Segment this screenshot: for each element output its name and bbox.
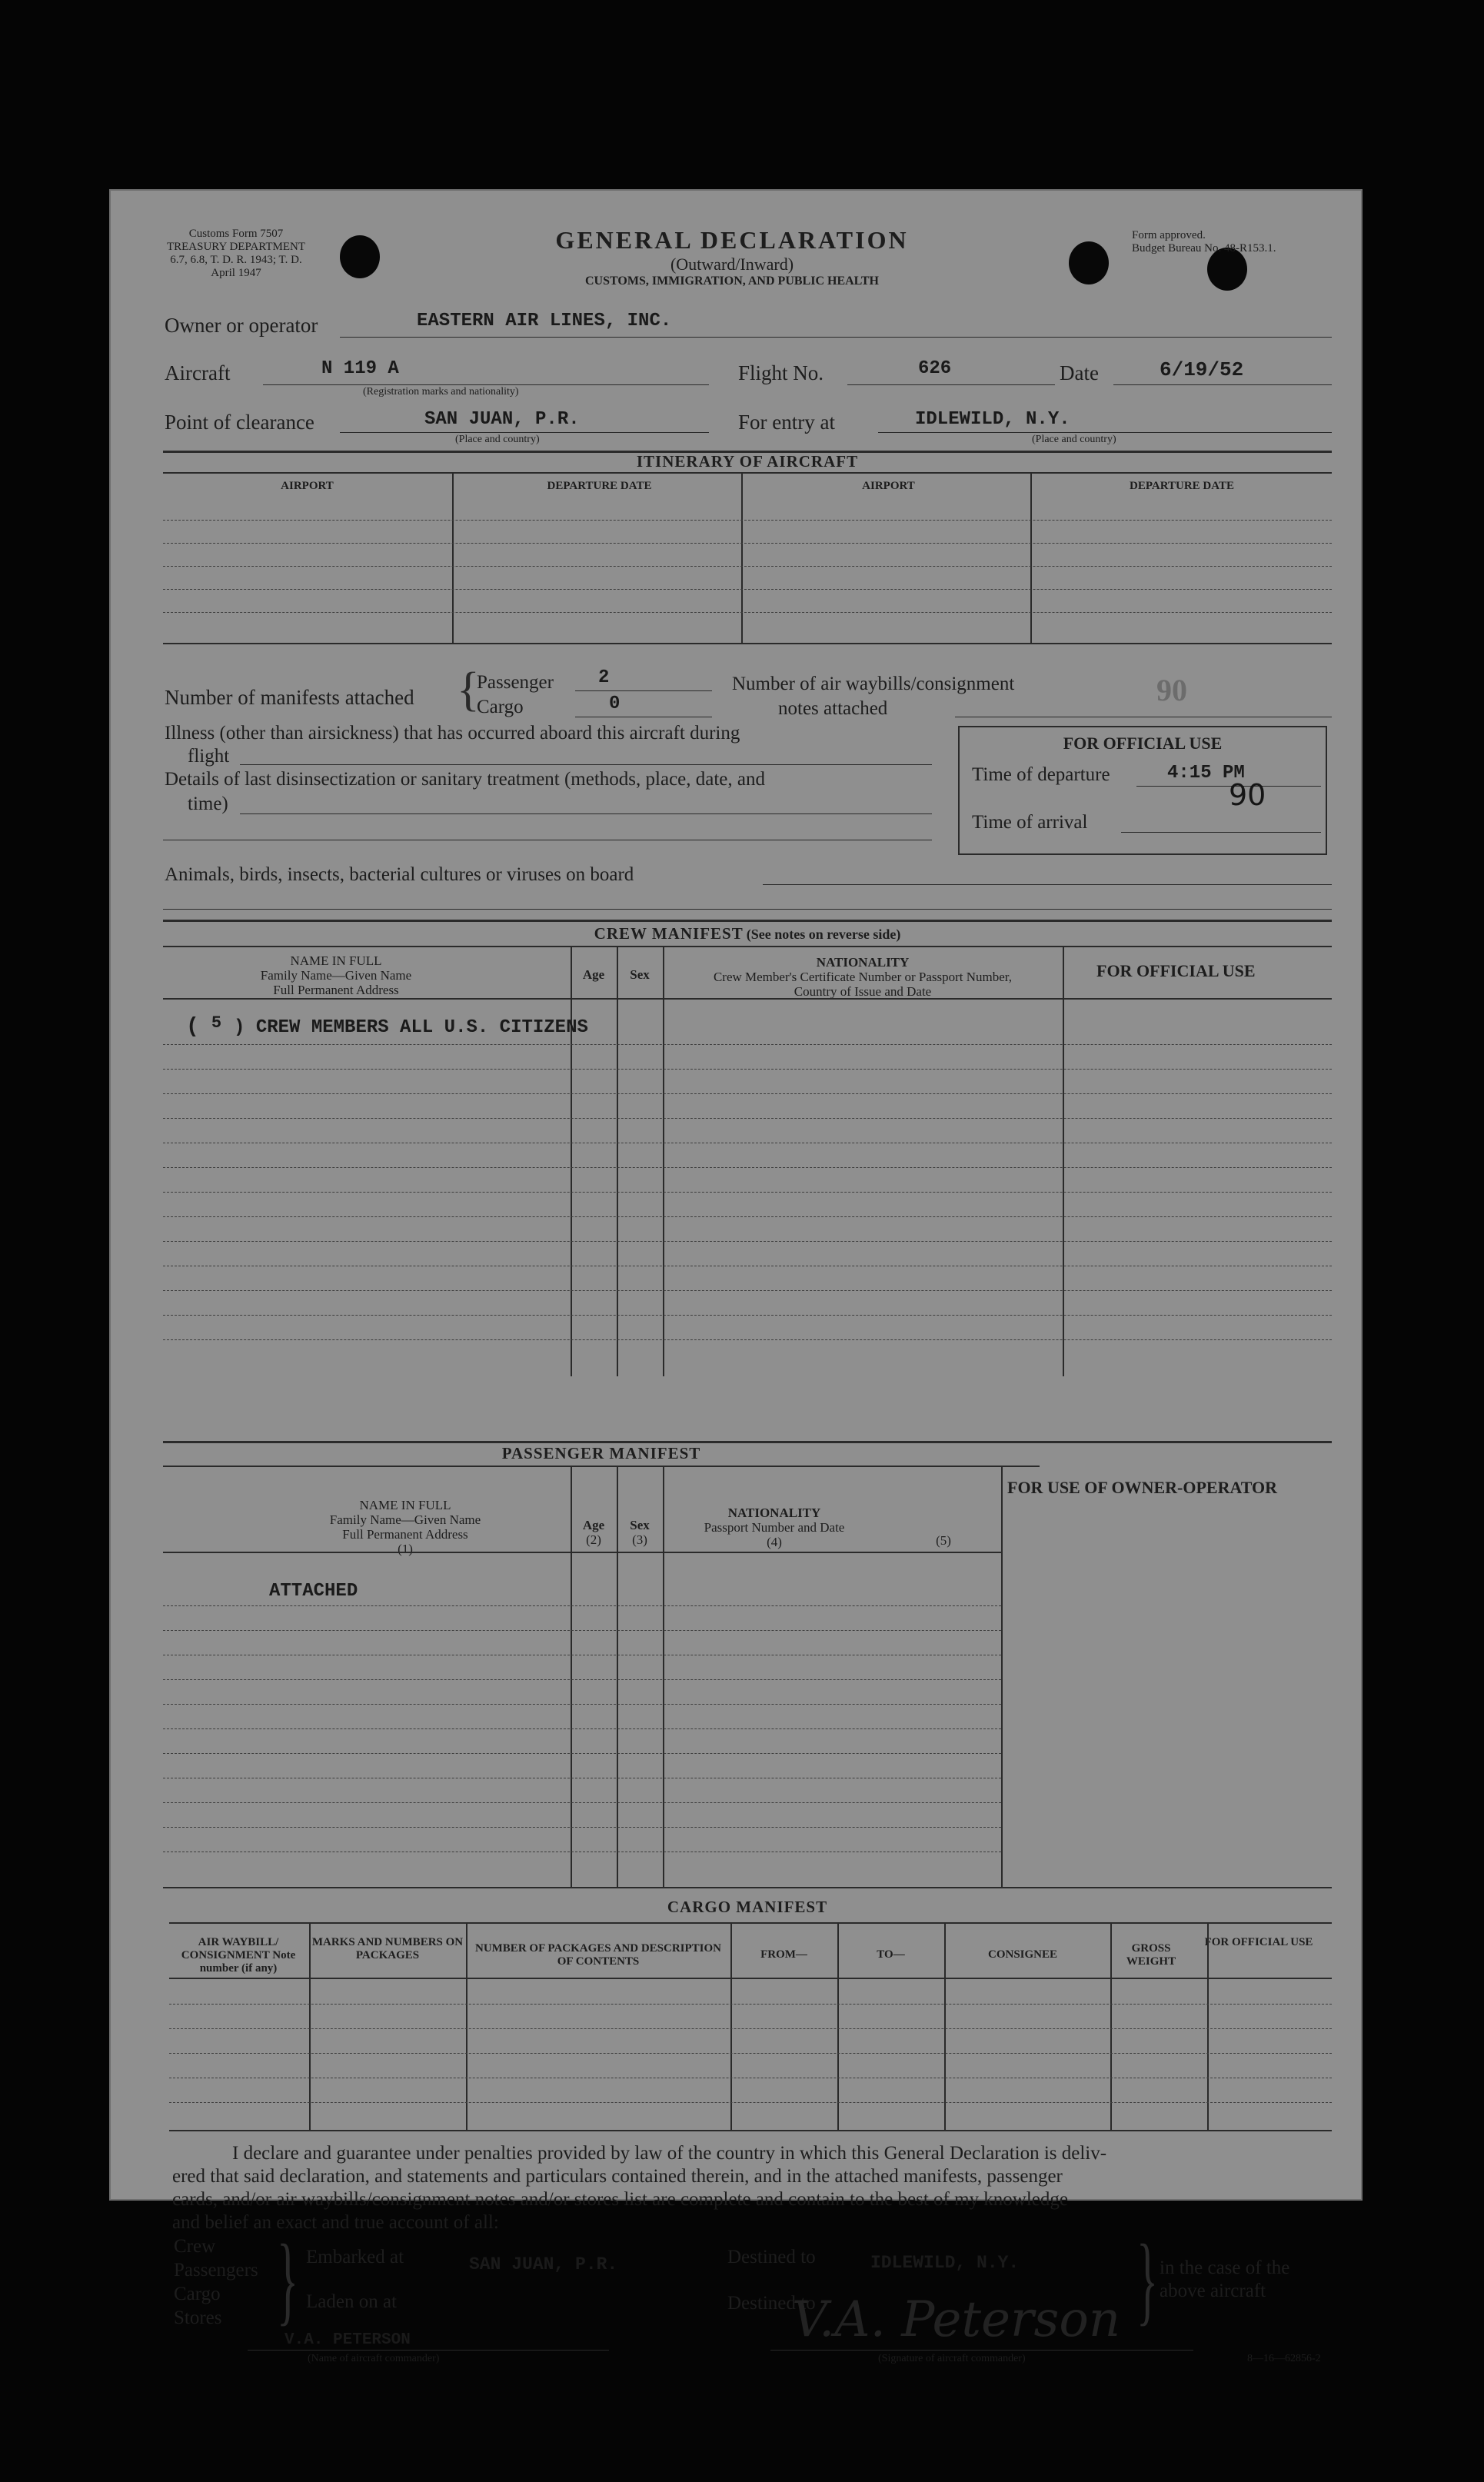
cargo-col-to: TO— [877, 1948, 905, 1961]
embarked-value: SAN JUAN, P.R. [469, 2254, 618, 2274]
cargo-value: 0 [609, 694, 621, 714]
form-title: GENERAL DECLARATION [555, 226, 909, 254]
passenger-col-nationality [663, 1506, 886, 1549]
approval-block [1132, 229, 1355, 255]
disinsect-label: time) [188, 794, 228, 814]
cargo-title: CARGO MANIFEST [667, 1898, 828, 1916]
itinerary-col-departure: DEPARTURE DATE [1129, 480, 1234, 492]
crew-col-name [163, 953, 509, 997]
aircraft-label: Aircraft [165, 361, 231, 384]
declaration-item: Cargo [174, 2284, 221, 2304]
animals-label: Animals, birds, insects, bacterial cultures or viruses on board [165, 864, 634, 885]
clearance-label: Point of clearance [165, 411, 314, 434]
crew-count: 5 [211, 1013, 222, 1033]
flight-label: Flight No. [738, 361, 824, 384]
passenger-label: Passenger [477, 672, 554, 693]
crew-col-age: Age [582, 967, 605, 982]
owner-value: EASTERN AIR LINES, INC. [417, 311, 672, 331]
punch-hole [1069, 241, 1109, 284]
clearance-line [340, 432, 709, 433]
date-line [1113, 384, 1332, 385]
passenger-entry: ATTACHED [269, 1581, 358, 1602]
waybills-label: notes attached [778, 698, 888, 719]
manifests-label: Number of manifests attached [165, 686, 414, 709]
passenger-col-5: (5) [936, 1533, 951, 1548]
form-number-block [148, 228, 324, 280]
crew-title: CREW MANIFEST [594, 924, 744, 943]
itinerary-col-airport: AIRPORT [862, 480, 915, 492]
entry-line [878, 432, 1332, 433]
date-label: Date [1060, 361, 1099, 384]
form-date: April 1947 [211, 267, 261, 279]
commander-caption: (Name of aircraft commander) [308, 2353, 440, 2364]
crew-col-name-2: Family Name—Given Name [260, 968, 412, 983]
crew-entry-text: ) CREW MEMBERS ALL U.S. CITIZENS [234, 1017, 588, 1038]
form-title-block [463, 226, 1001, 288]
passenger-col-nat-3: (4) [767, 1535, 782, 1549]
laden-label: Laden on at [306, 2291, 398, 2312]
brace-icon: { [457, 664, 480, 716]
form-subtitle: (Outward/Inward) [670, 255, 794, 274]
flight-line [847, 384, 1055, 385]
clearance-value: SAN JUAN, P.R. [424, 409, 580, 430]
crew-col-name-3: Full Permanent Address [273, 983, 399, 997]
illness-label: flight [188, 746, 230, 767]
aircraft-caption: (Registration marks and nationality) [363, 386, 519, 398]
form-reference: 6.7, 6.8, T. D. R. 1943; T. D. [170, 254, 302, 266]
passenger-col-nat-1: NATIONALITY [727, 1506, 821, 1520]
passenger-col-age [571, 1518, 617, 1547]
destined-label: Destined to [727, 2247, 816, 2267]
crew-col-sex: Sex [630, 967, 650, 982]
crew-col-nat-1: NATIONALITY [816, 955, 910, 970]
disinsect-label: Details of last disinsectization or sanitary treatment (methods, place, date, and [165, 769, 765, 790]
passenger-col-nat-2: Passport Number and Date [704, 1520, 845, 1535]
cargo-col-consignee: CONSIGNEE [987, 1948, 1058, 1961]
crew-col-nat-2: Crew Member's Certificate Number or Passport Number, [713, 970, 1013, 984]
crew-entry-paren: ( [186, 1015, 199, 1039]
punch-hole [340, 235, 380, 278]
case-label: above aircraft [1160, 2281, 1266, 2301]
waybills-stamp: 90 [1156, 673, 1187, 707]
case-label: in the case of the [1160, 2257, 1290, 2278]
arrival-label: Time of arrival [972, 812, 1088, 833]
declaration-text [172, 2142, 1326, 2234]
print-code: 8—16—62856-2 [1247, 2353, 1321, 2364]
commander-signature: V.A. Peterson [792, 2291, 1121, 2348]
aircraft-line [263, 384, 709, 385]
crew-entry [186, 1015, 588, 1039]
destined-value: IDLEWILD, N.Y. [870, 2253, 1020, 2273]
clearance-caption: (Place and country) [455, 434, 540, 445]
department: TREASURY DEPARTMENT [166, 241, 306, 253]
cargo-col-packages: NUMBER OF PACKAGES AND DESCRIPTION OF CONTENTS [474, 1942, 722, 1968]
crew-col-nationality [663, 955, 1063, 999]
cargo-col-from: FROM— [760, 1948, 807, 1961]
embarked-label: Embarked at [306, 2247, 404, 2267]
crew-col-name-1: NAME IN FULL [290, 953, 382, 968]
declaration-line: ered that said declaration, and statements and particulars contained therein, and in the attached manifests, passenger [172, 2166, 1063, 2187]
passenger-col-age-label: Age [582, 1518, 605, 1532]
official-use-title: FOR OFFICIAL USE [1063, 734, 1223, 753]
passenger-col-sex-num: (3) [632, 1532, 647, 1547]
passenger-col-sex [617, 1518, 663, 1547]
passenger-value: 2 [598, 667, 610, 688]
itinerary-title: ITINERARY OF AIRCRAFT [636, 452, 859, 471]
flight-value: 626 [918, 358, 952, 379]
departure-value: 4:15 PM [1167, 763, 1245, 784]
official-use-box [958, 726, 1327, 855]
brace-icon: } [277, 2224, 299, 2335]
cargo-col-marks: MARKS AND NUMBERS ON PACKAGES [311, 1936, 464, 1961]
approval-line: Budget Bureau No. 48-R153.1. [1132, 242, 1276, 255]
itinerary-col-airport: AIRPORT [281, 480, 334, 492]
passenger-col-sex-label: Sex [630, 1518, 650, 1532]
declaration-item: Stores [174, 2307, 222, 2328]
commander-name: V.A. PETERSON [284, 2331, 411, 2349]
declaration-items [174, 2234, 258, 2330]
signature-caption: (Signature of aircraft commander) [878, 2353, 1026, 2364]
passenger-col-age-num: (2) [586, 1532, 601, 1547]
form-number: Customs Form 7507 [188, 228, 284, 240]
waybills-label: Number of air waybills/consignment [732, 674, 1015, 694]
owner-use-label: FOR USE OF OWNER-OPERATOR [1007, 1478, 1278, 1497]
handwritten-code: 90 [1229, 778, 1266, 812]
cargo-col-waybill: AIR WAYBILL/ CONSIGNMENT Note number (if any) [181, 1936, 296, 1975]
declaration-item: Passengers [174, 2260, 258, 2281]
cargo-col-weight: GROSS WEIGHT [1126, 1942, 1176, 1968]
destined-label-2: Destined to [727, 2293, 816, 2314]
itinerary-col-departure: DEPARTURE DATE [547, 480, 652, 492]
entry-label: For entry at [738, 411, 835, 434]
declaration-form [109, 189, 1363, 2364]
crew-col-nat-3: Country of Issue and Date [794, 984, 932, 999]
passenger-col-name-1: NAME IN FULL [359, 1498, 451, 1512]
owner-label: Owner or operator [165, 314, 318, 337]
cargo-label: Cargo [477, 697, 524, 717]
departure-label: Time of departure [972, 764, 1110, 785]
date-value: 6/19/52 [1160, 358, 1244, 381]
owner-line [340, 337, 1332, 338]
passenger-col-name-2: Family Name—Given Name [329, 1512, 481, 1527]
passenger-col-name-4: (1) [398, 1542, 413, 1556]
declaration-line: cards, and/or air waybills/consignment notes and/or stores list are complete and contain to the best of my knowledge [172, 2189, 1068, 2210]
entry-caption: (Place and country) [1032, 434, 1116, 445]
aircraft-value: N 119 A [321, 358, 399, 379]
cargo-col-official: FOR OFFICIAL USE [1204, 1936, 1313, 1948]
form-subtitle-2: CUSTOMS, IMMIGRATION, AND PUBLIC HEALTH [585, 274, 879, 288]
crew-note: (See notes on reverse side) [746, 927, 901, 942]
entry-value: IDLEWILD, N.Y. [915, 409, 1070, 430]
passenger-title: PASSENGER MANIFEST [501, 1444, 701, 1462]
crew-title-row [163, 924, 1332, 943]
declaration-item: Crew [174, 2236, 216, 2257]
declaration-line: and belief an exact and true account of all: [172, 2212, 499, 2233]
brace-icon: } [1136, 2224, 1159, 2335]
passenger-col-name-3: Full Permanent Address [342, 1527, 468, 1542]
approval-line: Form approved. [1132, 229, 1206, 241]
declaration-line: I declare and guarantee under penalties provided by law of the country in which this General Declaration is deliv- [232, 2143, 1107, 2164]
crew-official-use: FOR OFFICIAL USE [1096, 961, 1256, 980]
illness-label: Illness (other than airsickness) that has occurred aboard this aircraft during [165, 723, 740, 744]
